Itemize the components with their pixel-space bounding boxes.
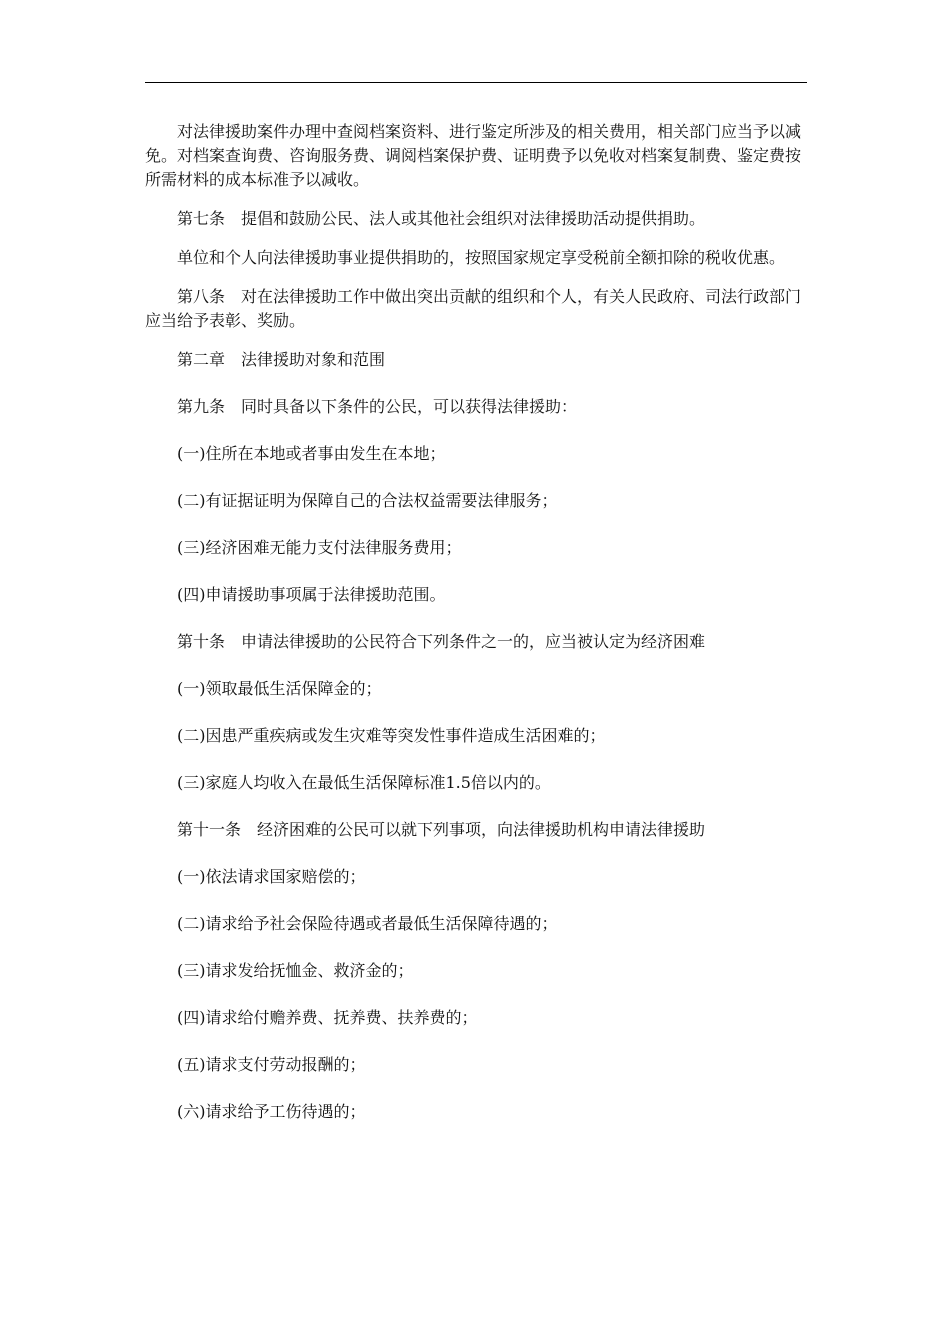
list-item: (一)依法请求国家赔偿的； xyxy=(177,867,366,886)
article-11: 第十一条 经济困难的公民可以就下列事项，向法律援助机构申请法律援助 xyxy=(177,820,706,839)
list-item: (一)领取最低生活保障金的； xyxy=(177,679,382,698)
list-item: (一)住所在本地或者事由发生在本地； xyxy=(177,444,446,463)
article-9: 第九条 同时具备以下条件的公民，可以获得法律援助： xyxy=(177,397,578,416)
document-body xyxy=(145,120,807,1147)
list-item: (六)请求给予工伤待遇的； xyxy=(177,1102,366,1121)
list-item: (二)因患严重疾病或发生灾难等突发性事件造成生活困难的； xyxy=(177,726,606,745)
list-item: (二)请求给予社会保险待遇或者最低生活保障待遇的； xyxy=(177,914,558,933)
paragraph: 单位和个人向法律援助事业提供捐助的，按照国家规定享受税前全额扣除的税收优惠。 xyxy=(177,248,786,267)
article-7: 第七条 提倡和鼓励公民、法人或其他社会组织对法律援助活动提供捐助。 xyxy=(177,209,706,228)
chapter-2-heading: 第二章 法律援助对象和范围 xyxy=(177,350,386,369)
list-item: (五)请求支付劳动报酬的； xyxy=(177,1055,366,1074)
list-item: (三)请求发给抚恤金、救济金的； xyxy=(177,961,414,980)
header-rule xyxy=(145,82,807,83)
list-item: (四)请求给付赡养费、抚养费、扶养费的； xyxy=(177,1008,478,1027)
article-8: 第八条 对在法律援助工作中做出突出贡献的组织和个人，有关人民政府、司法行政部门应当给予表彰、奖励。 xyxy=(145,287,802,330)
list-item: (四)申请援助事项属于法律援助范围。 xyxy=(177,585,446,604)
list-item: (三)家庭人均收入在最低生活保障标准1.5倍以内的。 xyxy=(177,773,551,792)
list-item: (三)经济困难无能力支付法律服务费用； xyxy=(177,538,462,557)
list-item: (二)有证据证明为保障自己的合法权益需要法律服务； xyxy=(177,491,558,510)
paragraph: 对法律援助案件办理中查阅档案资料、进行鉴定所涉及的相关费用，相关部门应当予以减免。对档案查询费、咨询服务费、调阅档案保护费、证明费予以免收对档案复制费、鉴定费按所需材料的成本标准予以减收。 xyxy=(145,122,802,189)
article-10: 第十条 申请法律援助的公民符合下列条件之一的，应当被认定为经济困难 xyxy=(177,632,706,651)
